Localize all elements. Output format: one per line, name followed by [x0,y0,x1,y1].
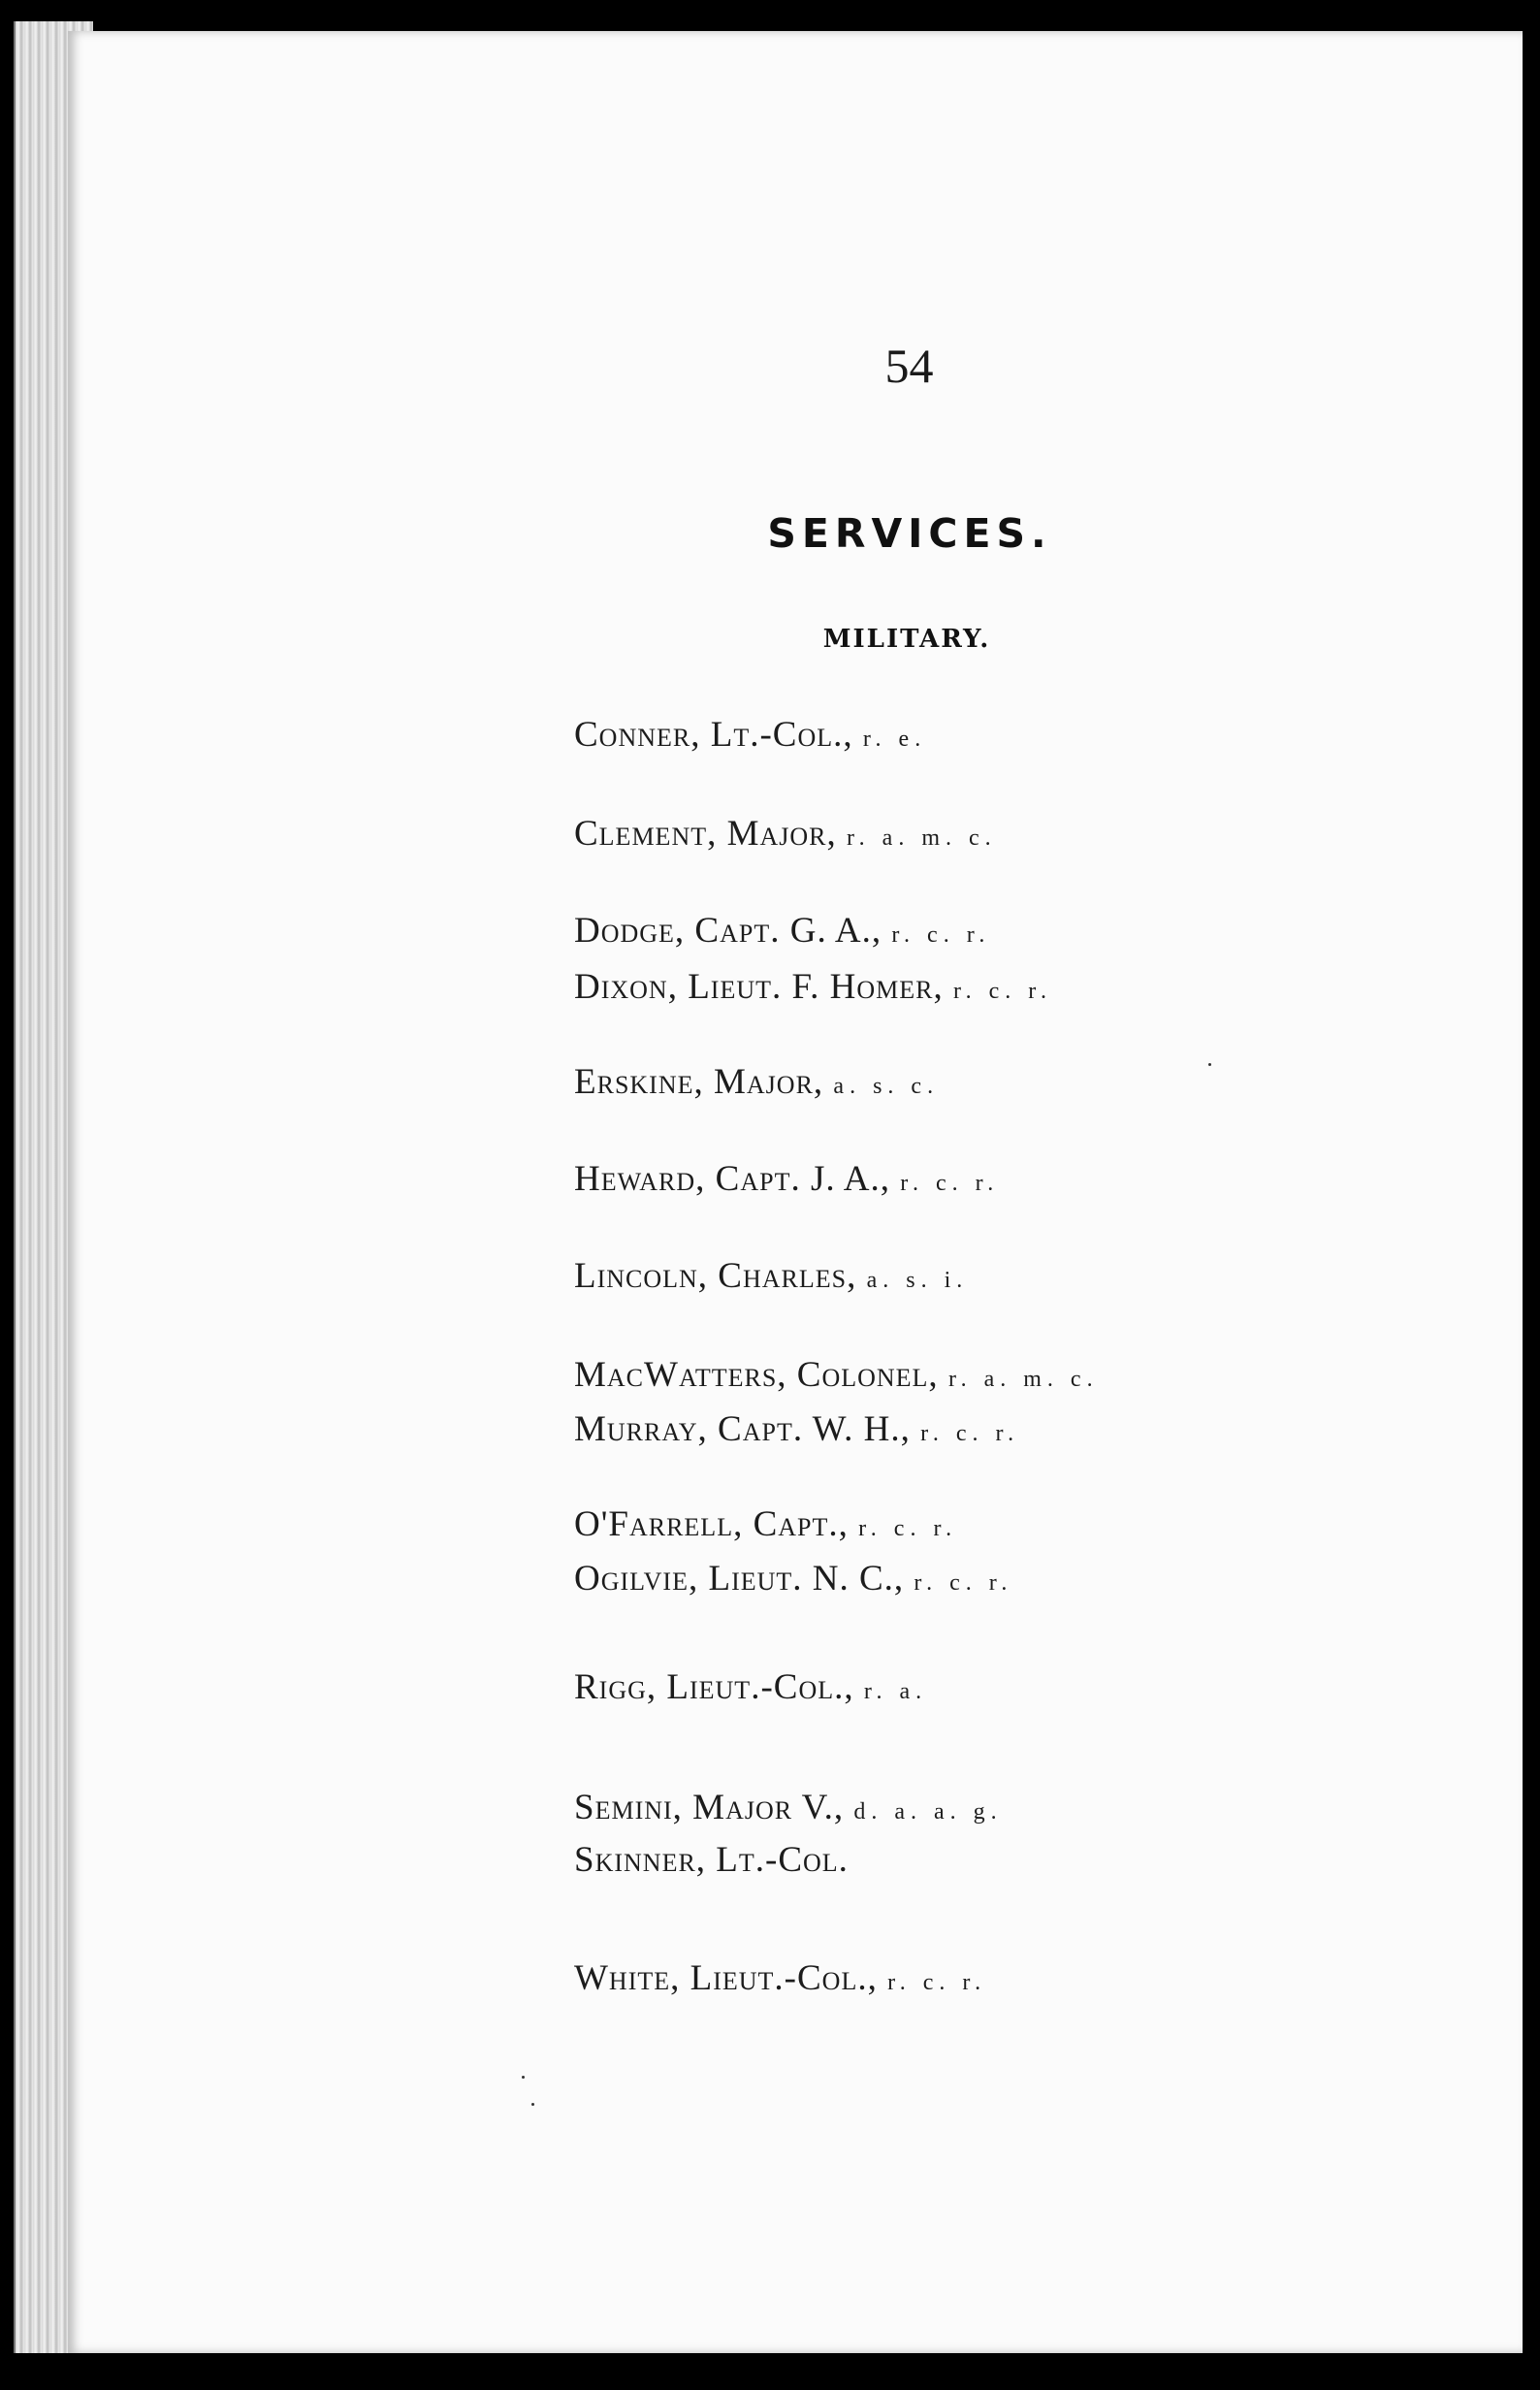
entry-name: Ogilvie, Lieut. N. C., [574,1559,905,1599]
entry-unit: r. a. [863,1679,928,1704]
entry-unit: a. s. c. [833,1074,940,1099]
entry-macwatters [574,1354,1099,1401]
dust-speck [531,2103,534,2106]
entry-ogilvie [574,1558,1012,1604]
entry-heward [574,1158,999,1205]
dust-speck [1208,1063,1211,1066]
section-title: SERVICES. [767,510,1052,557]
entry-name: O'Farrell, Capt., [574,1504,849,1544]
entry-white [574,1957,986,2004]
entry-clement [574,813,997,859]
entry-erskine [574,1061,939,1108]
entry-unit: r. a. m. c. [947,1367,1099,1392]
entry-name: Clement, Major, [574,814,837,854]
dust-speck [522,2076,525,2079]
subsection-title: MILITARY. [822,625,991,654]
entry-name: Dixon, Lieut. F. Homer, [574,967,944,1007]
entry-name: Dodge, Capt. G. A., [574,911,882,951]
entry-lincoln [574,1255,968,1302]
entry-name: Skinner, Lt.-Col. [574,1840,849,1880]
entry-semini [574,1787,1003,1833]
entry-name: White, Lieut.-Col., [574,1958,878,1998]
entry-name: Lincoln, Charles, [574,1256,857,1296]
entry-unit: r. c. r. [952,979,1052,1004]
entry-unit: r. a. m. c. [847,825,997,851]
entry-unit: r. c. r. [900,1171,1000,1196]
entry-unit: r. c. r. [858,1516,958,1541]
entry-rigg [574,1666,927,1713]
entry-name: MacWatters, Colonel, [574,1355,939,1395]
entry-name: Erskine, Major, [574,1062,824,1102]
entry-name: Rigg, Lieut.-Col., [574,1667,854,1707]
entry-dodge [574,910,990,956]
entry-unit: r. e. [862,727,927,752]
entry-dixon [574,966,1052,1013]
entry-name: Heward, Capt. J. A., [574,1159,891,1199]
entry-murray [574,1408,1019,1455]
entry-skinner [574,1839,849,1886]
entry-unit: r. c. r. [887,1970,987,1995]
entry-unit: a. s. i. [866,1268,969,1293]
entry-ofarrell [574,1503,957,1550]
entry-name: Murray, Capt. W. H., [574,1409,911,1449]
entry-unit: r. c. r. [891,922,991,948]
page-number: 54 [884,339,934,393]
entry-name: Semini, Major V., [574,1788,845,1827]
entry-name: Conner, Lt.-Col., [574,715,853,755]
entry-conner [574,714,926,760]
entry-unit: r. c. r. [914,1570,1013,1596]
entry-unit: d. a. a. g. [853,1799,1003,1825]
entry-unit: r. c. r. [920,1421,1020,1446]
